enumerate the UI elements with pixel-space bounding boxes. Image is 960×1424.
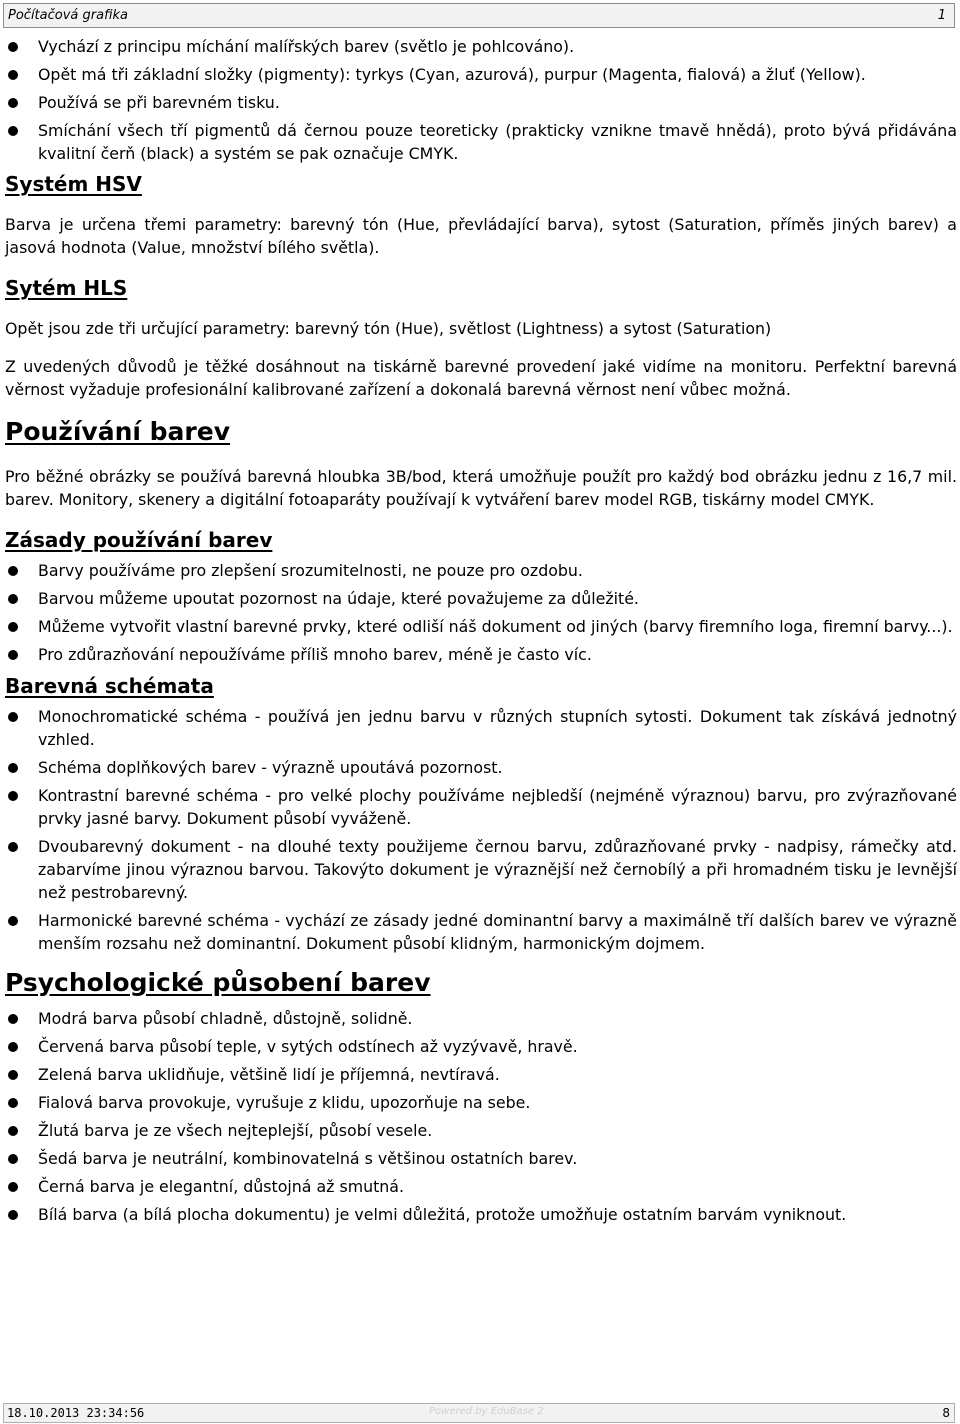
bullet-icon (8, 763, 18, 773)
list-item: Pro zdůrazňování nepoužíváme příliš mnoho barev, méně je často víc. (5, 643, 957, 666)
list-item: Šedá barva je neutrální, kombinovatelná s většinou ostatních barev. (5, 1147, 957, 1170)
bullet-icon (8, 42, 18, 52)
bullet-icon (8, 1098, 18, 1108)
list-item: Modrá barva působí chladně, důstojně, solidně. (5, 1007, 957, 1030)
bullet-icon (8, 712, 18, 722)
list-item: Můžeme vytvořit vlastní barevné prvky, které odliší náš dokument od jiných (barvy firemního loga, firemní barvy...). (5, 615, 957, 638)
list-item: Zelená barva uklidňuje, většině lidí je příjemná, nevtíravá. (5, 1063, 957, 1086)
bullet-icon (8, 98, 18, 108)
hsv-heading: Systém HSV (5, 172, 142, 196)
bullet-icon (8, 791, 18, 801)
footer-datetime: 18.10.2013 23:34:56 (7, 1406, 145, 1420)
hls-text-1: Opět jsou zde tři určující parametry: barevný tón (Hue), světlost (Lightness) a sytost (Saturation) (5, 319, 772, 338)
list-item: Opět má tři základní složky (pigmenty): tyrkys (Cyan, azurová), purpur (Magenta, fialová) a žluť (Yellow). (5, 63, 957, 86)
hls-text-2: Z uvedených důvodů je těžké dosáhnout na tiskárně barevné provedení jaké vidíme na monitoru. Perfektní barevná věrnost vyžaduje profesionální kalibrované zařízení a dokonalá barevná věrnost není vůbec možná. (5, 357, 957, 399)
bullet-icon (8, 1126, 18, 1136)
footer-page-number: 8 (942, 1406, 950, 1420)
list-item: Bílá barva (a bílá plocha dokumentu) je velmi důležitá, protože umožňuje ostatním barvám vyniknout. (5, 1203, 957, 1226)
list-item: Vychází z principu míchání malířských barev (světlo je pohlcováno). (5, 35, 957, 58)
list-item: Kontrastní barevné schéma - pro velké plochy používáme nejbledší (nejméně výraznou) barvu, pro zvýrazňované prvky jasné barvy. Dokument působí vyváženě. (5, 784, 957, 830)
list-item: Smíchání všech tří pigmentů dá černou pouze teoreticky (prakticky vznikne tmavě hnědá), proto bývá přidávána kvalitní čerň (black) a systém se pak označuje CMYK. (5, 119, 957, 165)
schemes-list (5, 705, 957, 955)
page-header (3, 3, 955, 28)
psychology-heading: Psychologické působení barev (5, 968, 431, 997)
list-item: Žlutá barva je ze všech nejteplejší, působí vesele. (5, 1119, 957, 1142)
header-page-number: 1 (937, 8, 946, 23)
list-item: Barvy používáme pro zlepšení srozumitelnosti, ne pouze pro ozdobu. (5, 559, 957, 582)
list-item: Používá se při barevném tisku. (5, 91, 957, 114)
schemes-heading: Barevná schémata (5, 674, 214, 698)
bullet-icon (8, 622, 18, 632)
hsv-text: Barva je určena třemi parametry: barevný tón (Hue, převládající barva), sytost (Saturation, příměs jiných barev) a jasová hodnota (Value, množství bílého světla). (5, 215, 957, 257)
bullet-icon (8, 842, 18, 852)
list-item: Harmonické barevné schéma - vychází ze zásady jedné dominantní barvy a maximálně tří dalších barev ve výrazně menším rozsahu než dominantní. Dokument působí klidným, harmonickým dojmem. (5, 909, 957, 955)
list-item: Monochromatické schéma - používá jen jednu barvu v různých stupních sytosti. Dokument tak získává jednotný vzhled. (5, 705, 957, 751)
bullet-icon (8, 594, 18, 604)
bullet-icon (8, 1154, 18, 1164)
list-item: Barvou můžeme upoutat pozornost na údaje, které považujeme za důležité. (5, 587, 957, 610)
principles-list (5, 559, 957, 666)
footer-powered-by: Powered by EduBase 2 (429, 1406, 544, 1417)
bullet-icon (8, 566, 18, 576)
bullet-icon (8, 1210, 18, 1220)
header-title: Počítačová grafika (8, 8, 128, 23)
list-item: Červená barva působí teple, v sytých odstínech až vyzývavě, hravě. (5, 1035, 957, 1058)
usage-text: Pro běžné obrázky se používá barevná hloubka 3B/bod, která umožňuje použít pro každý bod obrázku jednu z 16,7 mil. barev. Monitory, skenery a digitální fotoaparáty používají k vytváření barev model RGB, tiskárny model CMYK. (5, 467, 957, 509)
usage-heading: Používání barev (5, 417, 230, 446)
intro-list (5, 35, 957, 165)
bullet-icon (8, 126, 18, 136)
list-item: Dvoubarevný dokument - na dlouhé texty použijeme černou barvu, zdůrazňované prvky - nadpisy, rámečky atd. zabarvíme jinou výraznou barvou. Takovýto dokument je výraznější než černobílý a při hromadném tisku je levnější než pestrobarevný. (5, 835, 957, 904)
document-content (5, 35, 957, 1231)
list-item: Schéma doplňkových barev - výrazně upoutává pozornost. (5, 756, 957, 779)
bullet-icon (8, 916, 18, 926)
principles-heading: Zásady používání barev (5, 528, 273, 552)
bullet-icon (8, 70, 18, 80)
page-footer (3, 1403, 955, 1423)
list-item: Fialová barva provokuje, vyrušuje z klidu, upozorňuje na sebe. (5, 1091, 957, 1114)
bullet-icon (8, 1182, 18, 1192)
list-item: Černá barva je elegantní, důstojná až smutná. (5, 1175, 957, 1198)
bullet-icon (8, 1014, 18, 1024)
hls-heading: Sytém HLS (5, 276, 128, 300)
bullet-icon (8, 1042, 18, 1052)
psychology-list (5, 1007, 957, 1226)
bullet-icon (8, 1070, 18, 1080)
bullet-icon (8, 650, 18, 660)
